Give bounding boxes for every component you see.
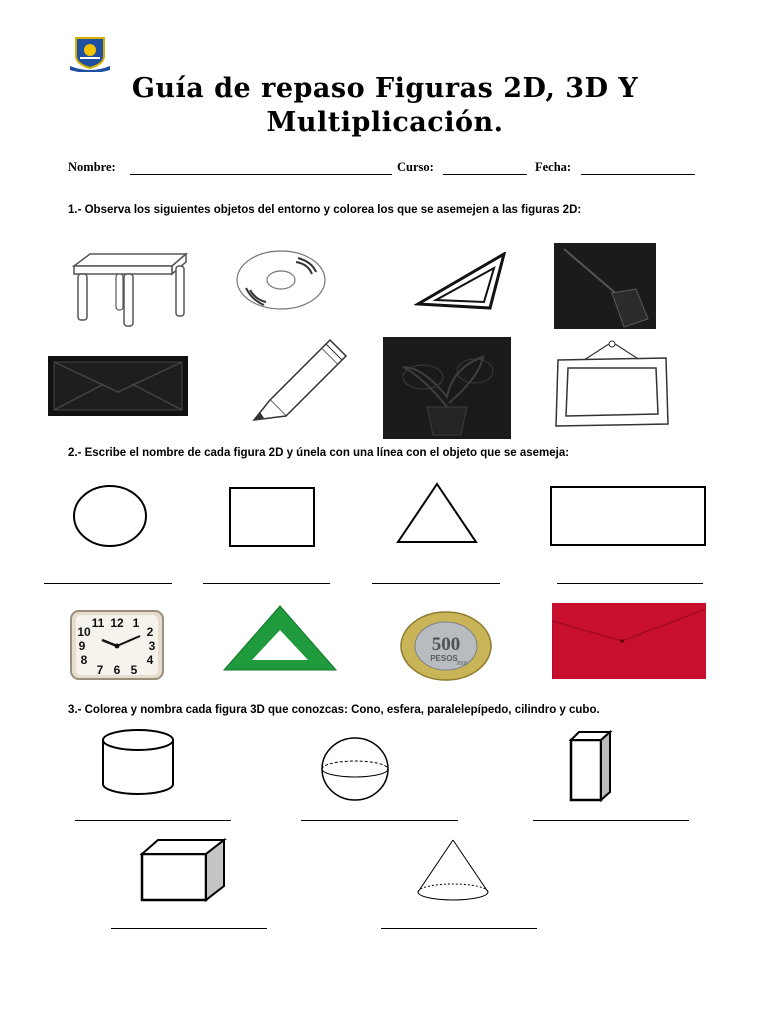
wall-clock[interactable] xyxy=(70,610,164,680)
coin-year: 2000 xyxy=(456,661,468,667)
answer-line-square[interactable] xyxy=(203,583,330,584)
date-label: Fecha: xyxy=(535,160,572,174)
name-label: Nombre: xyxy=(68,160,116,174)
set-square-triangle[interactable] xyxy=(414,252,508,312)
coin-value: 500 xyxy=(431,634,461,655)
clock-6: 6 xyxy=(113,663,121,677)
course-label: Curso: xyxy=(397,160,434,174)
coin-text: PESOS xyxy=(430,654,458,663)
question-1: 1.- Observa los siguientes objetos del entorno y colorea los que se asemejen a las figuras 2D: xyxy=(68,204,582,216)
triangle-shape xyxy=(396,482,478,544)
cd-disc[interactable] xyxy=(236,250,326,310)
square-shape xyxy=(229,487,315,547)
answer-line-circle[interactable] xyxy=(44,583,172,584)
green-triangle-ruler[interactable] xyxy=(222,604,338,672)
answer-line-rectangle[interactable] xyxy=(557,583,703,584)
clock-7: 7 xyxy=(96,663,104,677)
school-logo xyxy=(70,36,110,72)
picture-frame-drawing[interactable] xyxy=(554,338,670,428)
table-drawing[interactable] xyxy=(68,248,192,330)
date-field[interactable] xyxy=(581,174,695,175)
rectangle-shape xyxy=(550,486,706,546)
clock-10: 10 xyxy=(77,625,91,639)
answer-line-cylinder[interactable] xyxy=(75,820,231,821)
rectangular-prism-shape xyxy=(568,730,614,802)
cone-shape xyxy=(414,838,492,902)
page-title: Guía de repaso Figuras 2D, 3D Y Multiplicación. xyxy=(131,73,639,138)
answer-line-prism[interactable] xyxy=(533,820,689,821)
answer-line-cube[interactable] xyxy=(111,928,267,929)
sphere-shape xyxy=(320,736,390,802)
clock-11: 11 xyxy=(91,616,105,630)
clock-9: 9 xyxy=(78,639,86,653)
clock-5: 5 xyxy=(130,663,138,677)
question-3: 3.- Colorea y nombra cada figura 3D que conozcas: Cono, esfera, paralelepípedo, cilindro y cubo. xyxy=(68,704,600,716)
pencil-drawing[interactable] xyxy=(250,338,348,422)
answer-line-cone[interactable] xyxy=(381,928,537,929)
course-field[interactable] xyxy=(443,174,527,175)
plant-pot-photo[interactable] xyxy=(383,337,511,439)
clock-2: 2 xyxy=(146,625,154,639)
clock-3: 3 xyxy=(148,639,156,653)
cylinder-shape xyxy=(100,728,176,796)
clock-1: 1 xyxy=(132,616,140,630)
red-folder[interactable] xyxy=(552,603,706,679)
clock-12: 12 xyxy=(110,616,124,630)
cube-shape xyxy=(140,838,228,902)
circle-shape xyxy=(72,484,148,548)
coin-500[interactable] xyxy=(400,611,492,681)
broom-photo[interactable] xyxy=(554,243,656,329)
question-2: 2.- Escribe el nombre de cada figura 2D y únela con una línea con el objeto que se asemeja: xyxy=(68,447,570,459)
clock-4: 4 xyxy=(146,653,154,667)
envelope-photo[interactable] xyxy=(48,356,188,416)
answer-line-sphere[interactable] xyxy=(301,820,458,821)
name-field[interactable] xyxy=(130,174,392,175)
answer-line-triangle[interactable] xyxy=(372,583,500,584)
clock-8: 8 xyxy=(80,653,88,667)
